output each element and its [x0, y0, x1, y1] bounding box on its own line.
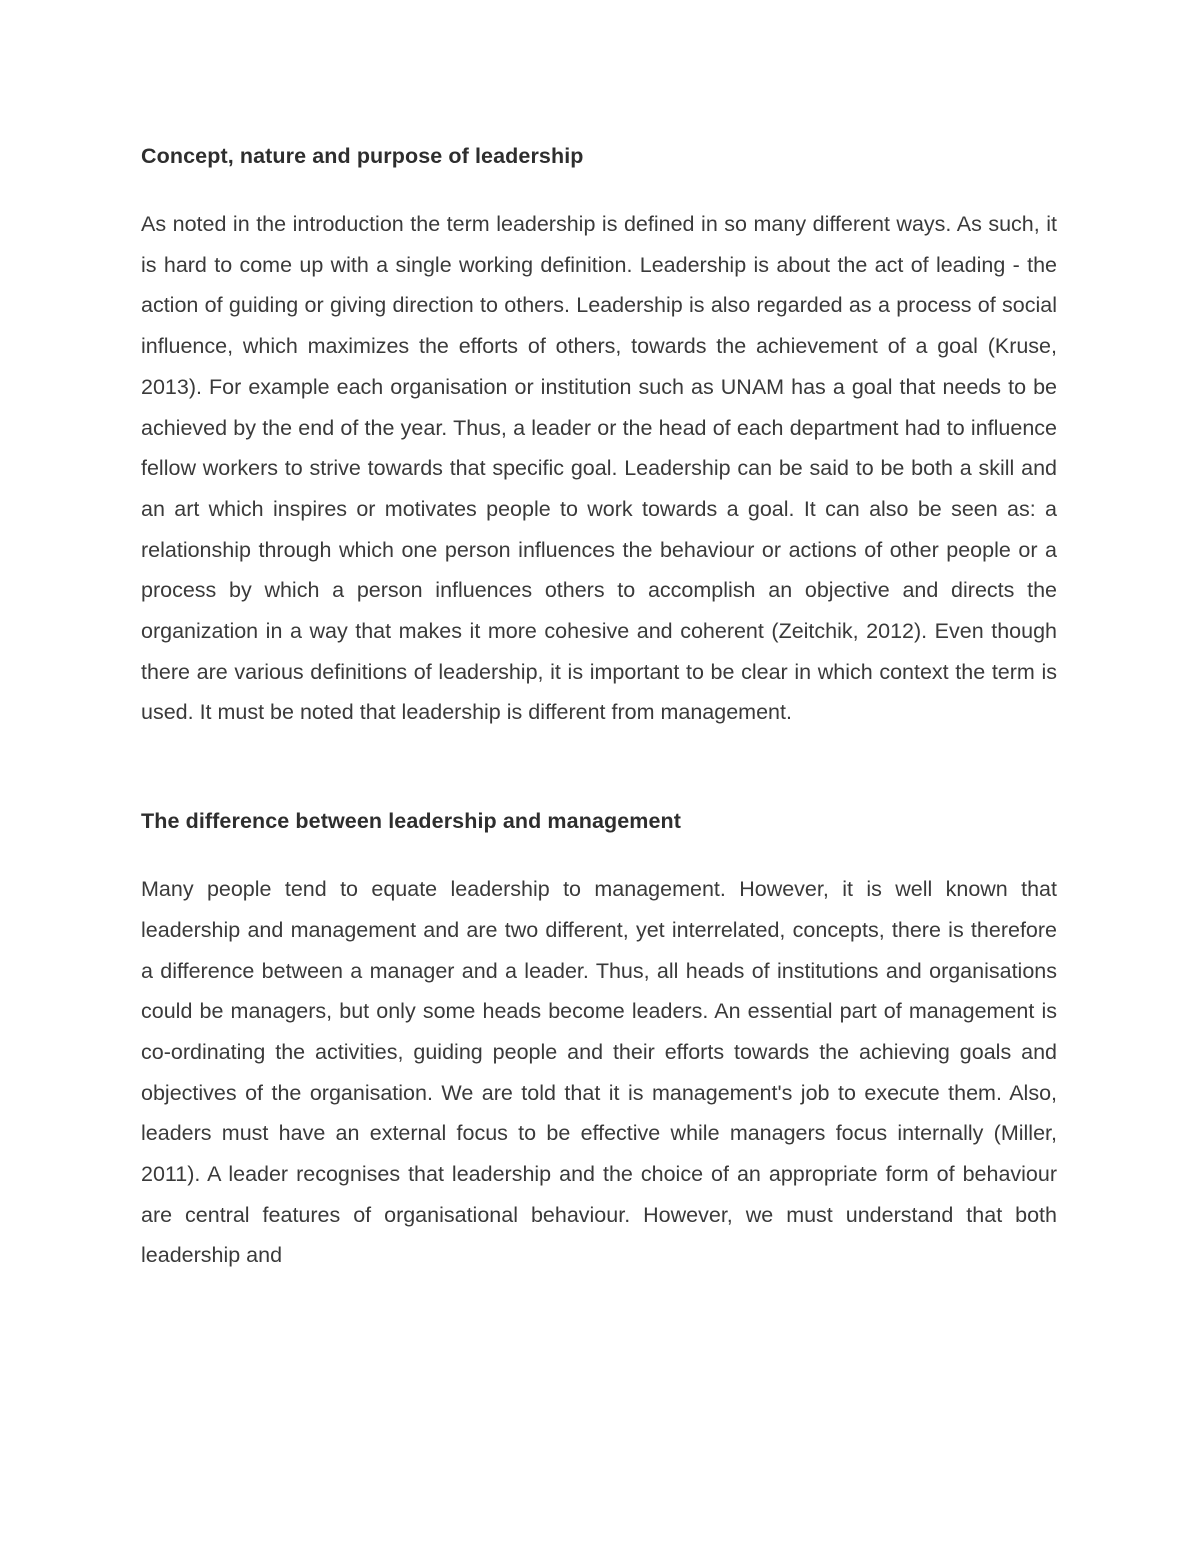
- section-heading-concept: Concept, nature and purpose of leadership: [141, 144, 584, 168]
- document-body: [141, 138, 1057, 1276]
- section-heading-difference: The difference between leadership and management: [141, 809, 682, 834]
- paragraph-difference: Many people tend to equate leadership to management. However, it is well known that leadership and management and are two different, yet interrelated, concepts, there is therefore a difference between a manager and a leader. Thus, all heads of institutions and organisations could be managers, but only some heads become leaders. An essential part of management is co-ordinating the activities, guiding people and their efforts towards the achieving goals and objectives of the organisation. We are told that it is management's job to execute them. Also, leaders must have an external focus to be effective while managers focus internally (Miller, 2011). A leader recognises that leadership and the choice of an appropriate form of behaviour are central features of organisational behaviour. However, we must understand that both leadership and: [141, 877, 1057, 1268]
- paragraph-concept: As noted in the introduction the term leadership is defined in so many different ways. As such, it is hard to come up with a single working definition. Leadership is about the act of leading - the action of guiding or giving direction to others. Leadership is also regarded as a process of social influence, which maximizes the efforts of others, towards the achievement of a goal (Kruse, 2013). For example each organisation or institution such as UNAM has a goal that needs to be achieved by the end of the year. Thus, a leader or the head of each department had to influence fellow workers to strive towards that specific goal. Leadership can be said to be both a skill and an art which inspires or motivates people to work towards a goal. It can also be seen as: a relationship through which one person influences the behaviour or actions of other people or a process by which a person influences others to accomplish an objective and directs the organization in a way that makes it more cohesive and coherent (Zeitchik, 2012). Even though there are various definitions of leadership, it is important to be clear in which context the term is used. It must be noted that leadership is different from management.: [141, 212, 1057, 725]
